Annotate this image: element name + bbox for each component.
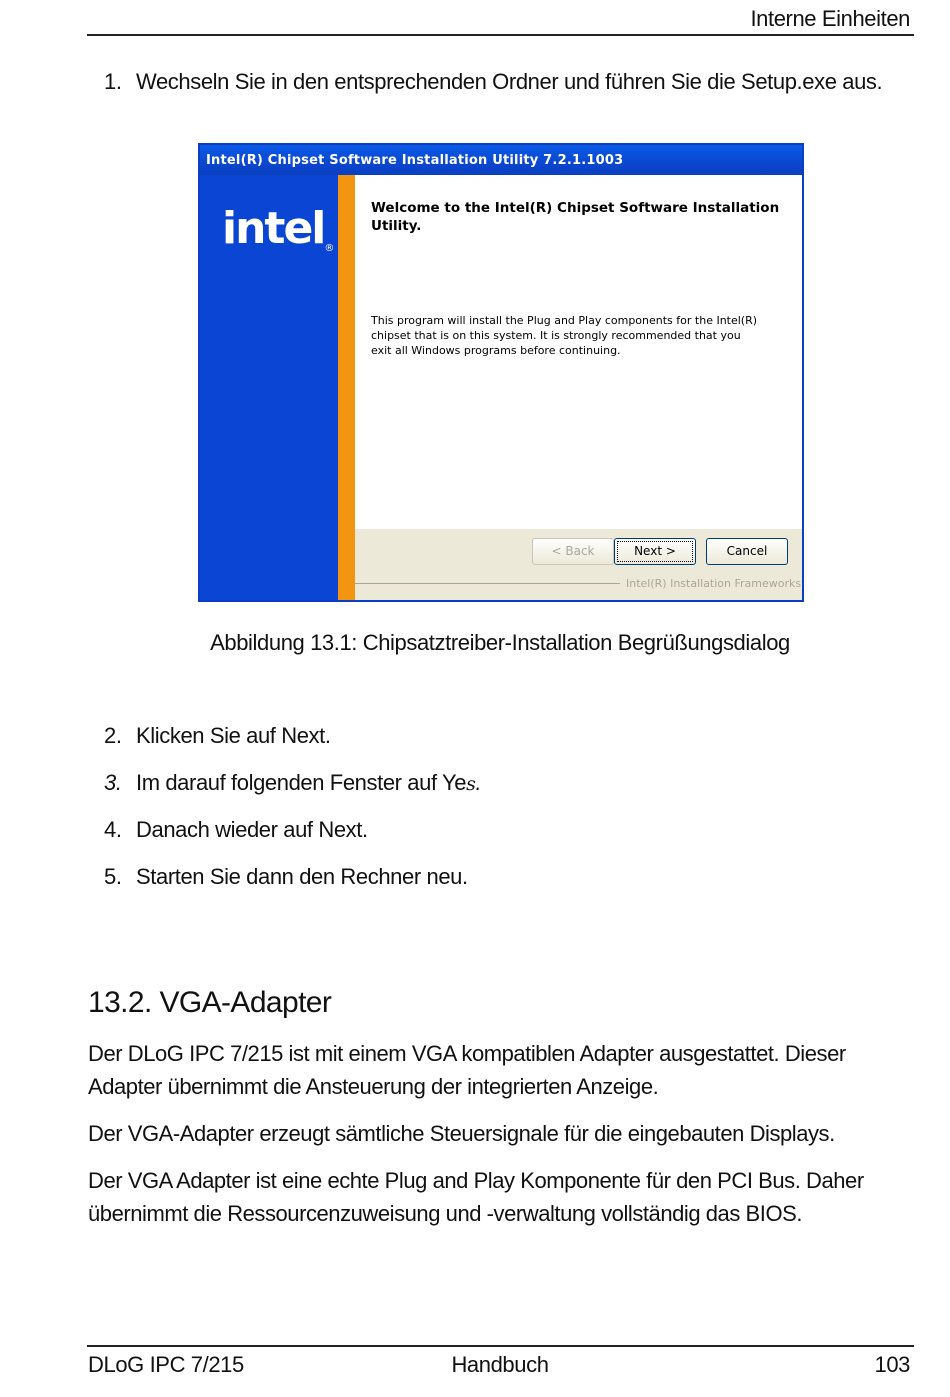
accent-stripe bbox=[338, 175, 355, 600]
step-text-end: . bbox=[475, 770, 482, 795]
paragraph: Der DLoG IPC 7/215 ist mit einem VGA kompatiblen Adapter ausgestattet. Dieser Adapter übernimmt die Ansteuerung der integrierten Anzeige. bbox=[88, 1041, 846, 1099]
page-number: 103 bbox=[874, 1352, 910, 1377]
paragraph: Der VGA Adapter ist eine echte Plug and Play Komponente für den PCI Bus. Daher übernimmt die Ressourcenzuweisung und -verwaltung vollständig das BIOS. bbox=[88, 1168, 864, 1226]
intel-logo bbox=[222, 203, 334, 254]
step-1 bbox=[104, 69, 882, 95]
step-number: 1. bbox=[104, 69, 122, 94]
footer-product: DLoG IPC 7/215 bbox=[88, 1352, 244, 1377]
step-number: 5. bbox=[104, 864, 122, 889]
header-rule bbox=[87, 34, 914, 36]
welcome-text: This program will install the Plug and Play components for the Intel(R) chipset that is on this system. It is strongly recommended that you exit all Windows programs before continuing. bbox=[371, 314, 758, 357]
back-button[interactable]: < Back bbox=[532, 538, 614, 565]
window-title-bar bbox=[200, 145, 802, 175]
paragraph: Der VGA-Adapter erzeugt sämtliche Steuersignale für die eingebauten Displays. bbox=[88, 1121, 835, 1146]
step-text: Danach wieder auf Next. bbox=[136, 817, 368, 842]
framework-label: Intel(R) Installation Frameworks bbox=[626, 577, 802, 590]
step-text: Im darauf folgenden Fenster auf Ye bbox=[136, 770, 467, 795]
step-3 bbox=[104, 770, 481, 796]
framework-divider bbox=[355, 583, 620, 584]
installer-screenshot bbox=[198, 143, 804, 602]
figure-caption: Abbildung 13.1: Chipsatztreiber-Installation Begrüßungsdialog bbox=[210, 630, 790, 655]
section-heading: 13.2. VGA-Adapter bbox=[88, 986, 332, 1019]
window-title: Intel(R) Chipset Software Installation Utility 7.2.1.1003 bbox=[206, 153, 624, 168]
step-text-suffix: s bbox=[466, 773, 476, 795]
logo-text: intel bbox=[222, 203, 325, 254]
footer-rule bbox=[87, 1345, 914, 1347]
brand-panel bbox=[200, 175, 338, 600]
step-number: 4. bbox=[104, 817, 122, 842]
footer-title: Handbuch bbox=[451, 1352, 549, 1377]
step-2 bbox=[104, 723, 331, 749]
running-header: Interne Einheiten bbox=[750, 6, 910, 31]
welcome-heading: Welcome to the Intel(R) Chipset Software Installation Utility. bbox=[371, 200, 780, 234]
next-button[interactable]: Next > bbox=[614, 538, 696, 565]
step-5 bbox=[104, 864, 468, 890]
step-number: 2. bbox=[104, 723, 122, 748]
step-text: Starten Sie dann den Rechner neu. bbox=[136, 864, 468, 889]
dialog-content bbox=[355, 175, 802, 529]
registered-mark: ® bbox=[324, 243, 335, 254]
step-number: 3. bbox=[104, 770, 122, 795]
step-text: Wechseln Sie in den entsprechenden Ordner und führen Sie die Setup.exe aus. bbox=[136, 69, 883, 94]
step-4 bbox=[104, 817, 368, 843]
cancel-button[interactable]: Cancel bbox=[706, 538, 788, 565]
step-text: Klicken Sie auf Next. bbox=[136, 723, 331, 748]
